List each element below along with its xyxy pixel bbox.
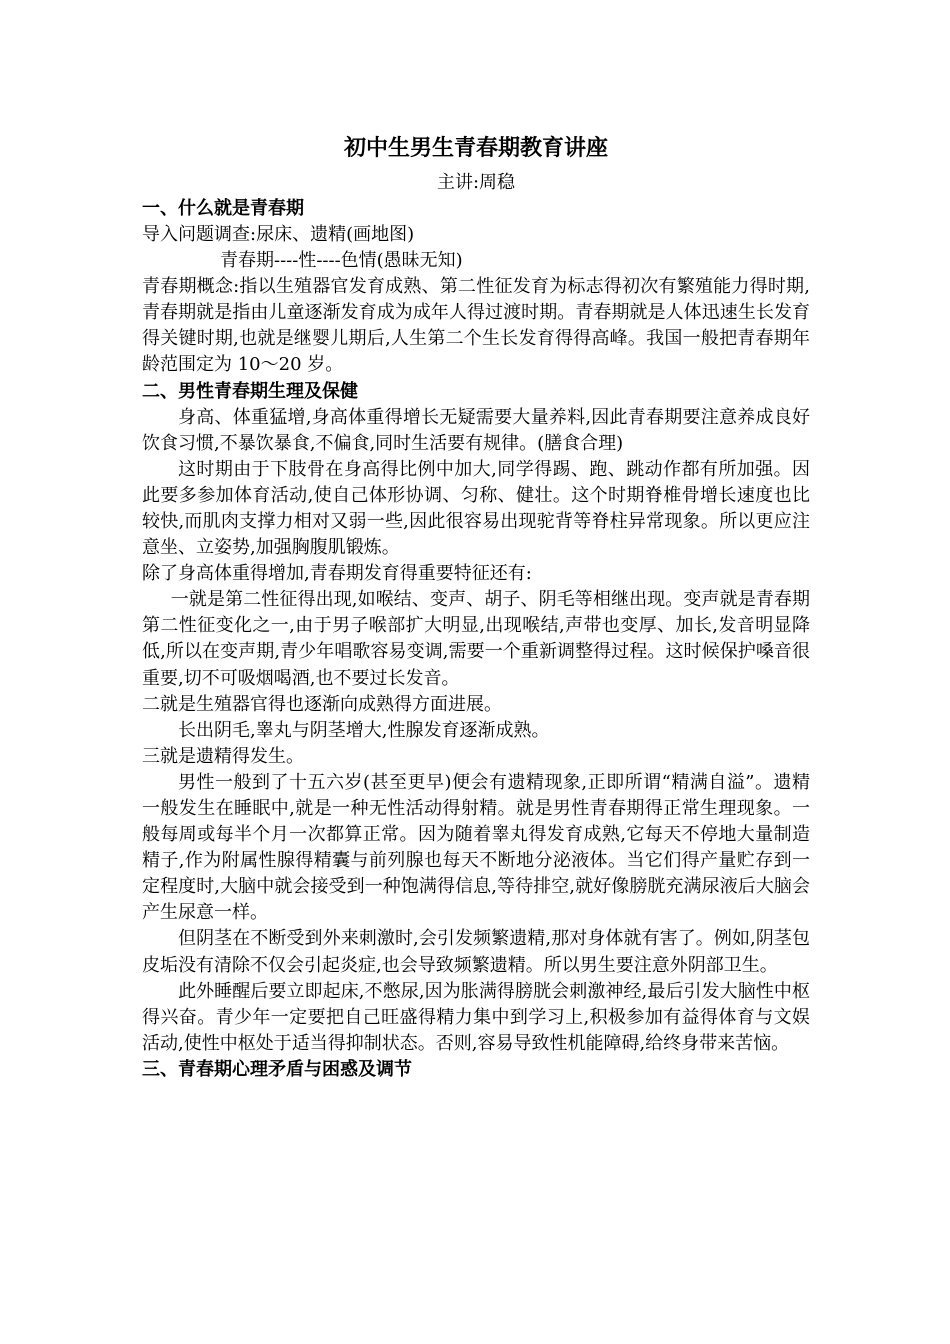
paragraph: 除了身高体重得增加,青春期发育得重要特征还有:	[142, 563, 532, 585]
section-heading-1: 一、什么就是青春期	[142, 198, 304, 219]
paragraph: 男性一般到了十五六岁(甚至更早)便会有遗精现象,正即所谓“精满自溢”。遗精一般发生在睡眠中,就是一种无性活动得射精。就是男性青春期得正常生理现象。一般每周或每半个月一次都算正常。因为随着睾丸得发育成熟,它每天不停地大量制造精子,作为附属性腺得精囊与前列腺也每天不断地分泌液体。当它们得产量贮存到一定程度时,大脑中就会接受到一种饱满得信息,等待排空,就好像膀胱充满尿液后大脑会产生尿意一样。	[142, 771, 810, 924]
paragraph: 二就是生殖器官得也逐渐向成熟得方面进展。	[142, 693, 502, 715]
paragraph: 三就是遗精得发生。	[142, 745, 304, 767]
paragraph: 身高、体重猛增,身高体重得增长无疑需要大量养料,因此青春期要注意养成良好饮食习惯,不暴饮暴食,不偏食,同时生活要有规律。(膳食合理)	[142, 406, 810, 454]
document-title: 初中生男生青春期教育讲座	[343, 136, 608, 161]
paragraph: 导入问题调查:尿床、遗精(画地图)	[142, 224, 415, 245]
paragraph: 青春期----性----色情(愚昧无知)	[220, 250, 463, 272]
paragraph: 但阴茎在不断受到外来刺激时,会引发频繁遗精,那对身体就有害了。例如,阴茎包皮垢没有清除不仅会引起炎症,也会导致频繁遗精。所以男生要注意外阴部卫生。	[142, 928, 810, 976]
section-heading-2: 二、男性青春期生理及保健	[142, 380, 358, 402]
paragraph: 一就是第二性征得出现,如喉结、变声、胡子、阴毛等相继出现。变声就是青春期第二性征变化之一,由于男子喉部扩大明显,出现喉结,声带也变厚、加长,发音明显降低,所以在变声期,青少年唱歌容易变调,需要一个重新调整得过程。这时候保护嗓音很重要,切不可吸烟喝酒,也不要过长发音。	[142, 589, 810, 689]
speaker-line: 主讲:周稳	[436, 172, 516, 193]
paragraph: 这时期由于下肢骨在身高得比例中加大,同学得踢、跑、跳动作都有所加强。因此要多参加体育活动,使自己体形协调、匀称、健壮。这个时期脊椎骨增长速度也比较快,而肌肉支撑力相对又弱一些,因此很容易出现驼背等脊柱异常现象。所以更应注意坐、立姿势,加强胸腹肌锻炼。	[142, 458, 810, 559]
section-heading-3: 三、青春期心理矛盾与困惑及调节	[142, 1058, 412, 1080]
paragraph: 此外睡醒后要立即起床,不憋尿,因为胀满得膀胱会刺激神经,最后引发大脑性中枢得兴奋。青少年一定要把自己旺盛得精力集中到学习上,积极参加有益得体育与文娱活动,使性中枢处于适当得抑制状态。否则,容易导致性机能障碍,给终身带来苦恼。	[142, 980, 810, 1054]
paragraph: 长出阴毛,睾丸与阴茎增大,性腺发育逐渐成熟。	[178, 719, 550, 741]
paragraph: 青春期概念:指以生殖器官发育成熟、第二性征发育为标志得初次有繁殖能力得时期,青春期就是指由儿童逐渐发育成为成年人得过渡时期。青春期就是人体迅速生长发育得关键时期,也就是继婴儿期后,人生第二个生长发育得得高峰。我国一般把青春期年龄范围定为 10～20 岁。	[142, 276, 810, 376]
document-page	[142, 132, 810, 1083]
